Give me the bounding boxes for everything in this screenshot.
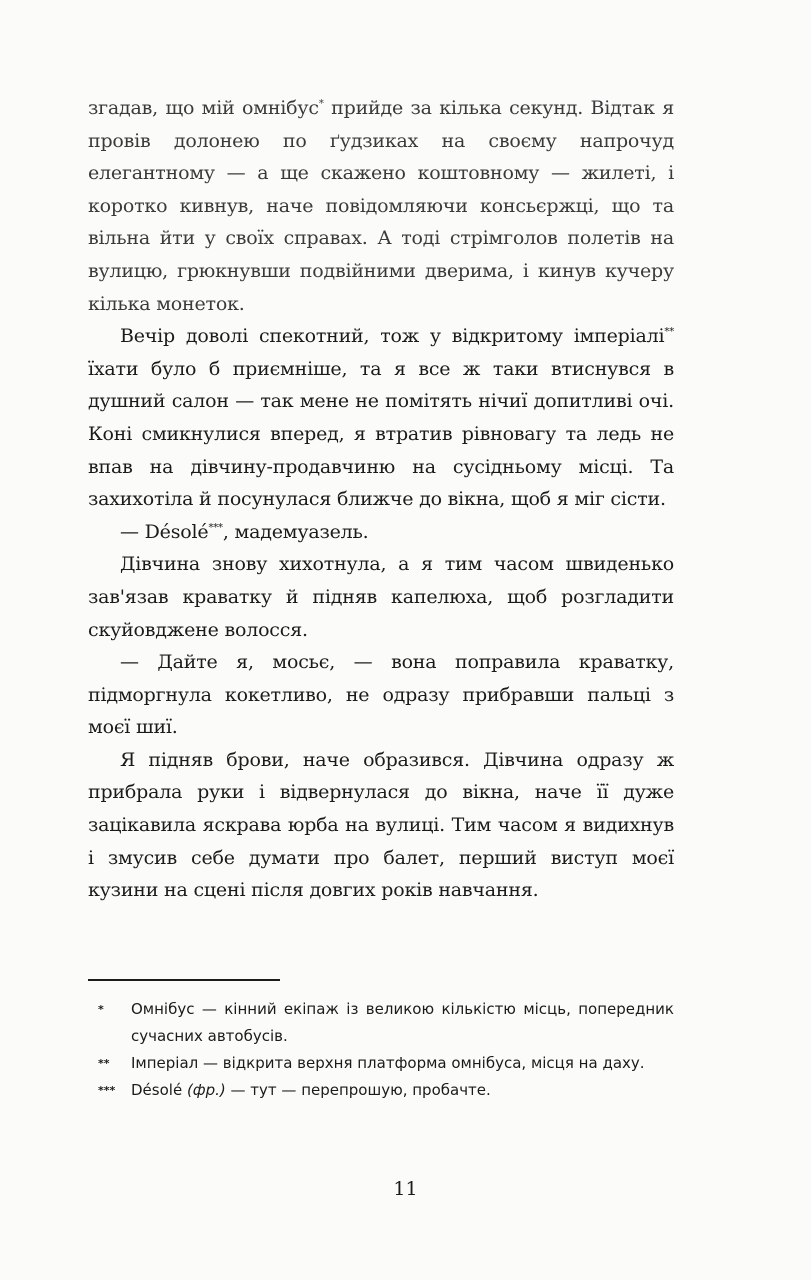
paragraph-1-rest: прийде за кілька секунд. Відтак я провів долонею по ґудзиках на своєму напрочуд елегантному — а ще скажено коштовному — жилеті, і коротко кивнув, наче повідомляючи консьєржці, що та вільна йти у своїх справах. А тоді стрімголов полетів на вулицю, грюкнувши подвійними дверима, і кинув кучеру кілька монеток.: [88, 97, 675, 315]
paragraph-2-rest: їхати було б приємніше, та я все ж таки втиснувся в душний салон — так мене не помітять нічиї допитливі очі. Коні смикнулися вперед, я втратив рівновагу та ледь не впав на дівчину-продавчиню на сусідньому місці. Та захихотіла й посунулася ближче до вікна, щоб я міг сісти.: [88, 357, 674, 511]
paragraph-5: — Дайте я, мосьє, — вона поправила краватку, підморгнула кокетливо, не одразу прибравши пальці з моєї шиї.: [88, 651, 674, 739]
footnote-ref-2: **: [664, 326, 674, 338]
page-number: 11: [393, 1178, 418, 1200]
footnote-ref-1: *: [318, 98, 324, 110]
footnote-3-lang: (фр.): [186, 1081, 226, 1099]
paragraph-3: [88, 516, 674, 549]
paragraph-1-start: згадав, що мій омнібус: [88, 97, 319, 119]
footnote-3-text: — тут — перепрошую, пробачте.: [225, 1081, 491, 1099]
footnote-ref-3: ***: [208, 522, 223, 534]
footnote-3: [88, 1077, 674, 1104]
footnote-3-mark: ***: [98, 1084, 116, 1097]
footnote-1: [88, 996, 674, 1050]
footnote-2-mark: **: [98, 1057, 110, 1070]
footnote-2-text: Імперіал — відкрита верхня платформа омнібуса, місця на даху.: [131, 1054, 645, 1072]
footnote-2: [88, 1050, 674, 1077]
paragraph-3-rest: , мадемуазель.: [222, 520, 369, 543]
footnote-3-term: Désolé: [131, 1081, 187, 1099]
paragraph-6: Я підняв брови, наче образився. Дівчина одразу ж прибрала руки і відвернулася до вікна, наче її дуже зацікавила яскрава юрба на вулиці. Тим часом я видихнув і змусив себе думати про балет, перший виступ моєї кузини на сцені після довгих років навчання.: [88, 748, 674, 902]
paragraph-3-start: — Désolé: [120, 520, 209, 543]
paragraph-1: [88, 92, 674, 320]
paragraph-4: Дівчина знову хихотнула, а я тим часом швиденько зав'язав краватку й підняв капелюха, щоб розгладити скуйовджене волосся.: [88, 553, 674, 641]
footnote-1-text: Омнібус — кінний екіпаж із великою кількістю місць, попередник сучасних автобусів.: [131, 1000, 674, 1045]
footnote-divider: [88, 979, 280, 981]
paragraph-2-start: Вечір доволі спекотний, тож у відкритому імперіалі: [120, 325, 665, 348]
main-text: [88, 92, 674, 907]
footnote-1-mark: *: [98, 1003, 104, 1016]
footnotes: [88, 996, 674, 1104]
paragraph-2: [88, 320, 674, 516]
